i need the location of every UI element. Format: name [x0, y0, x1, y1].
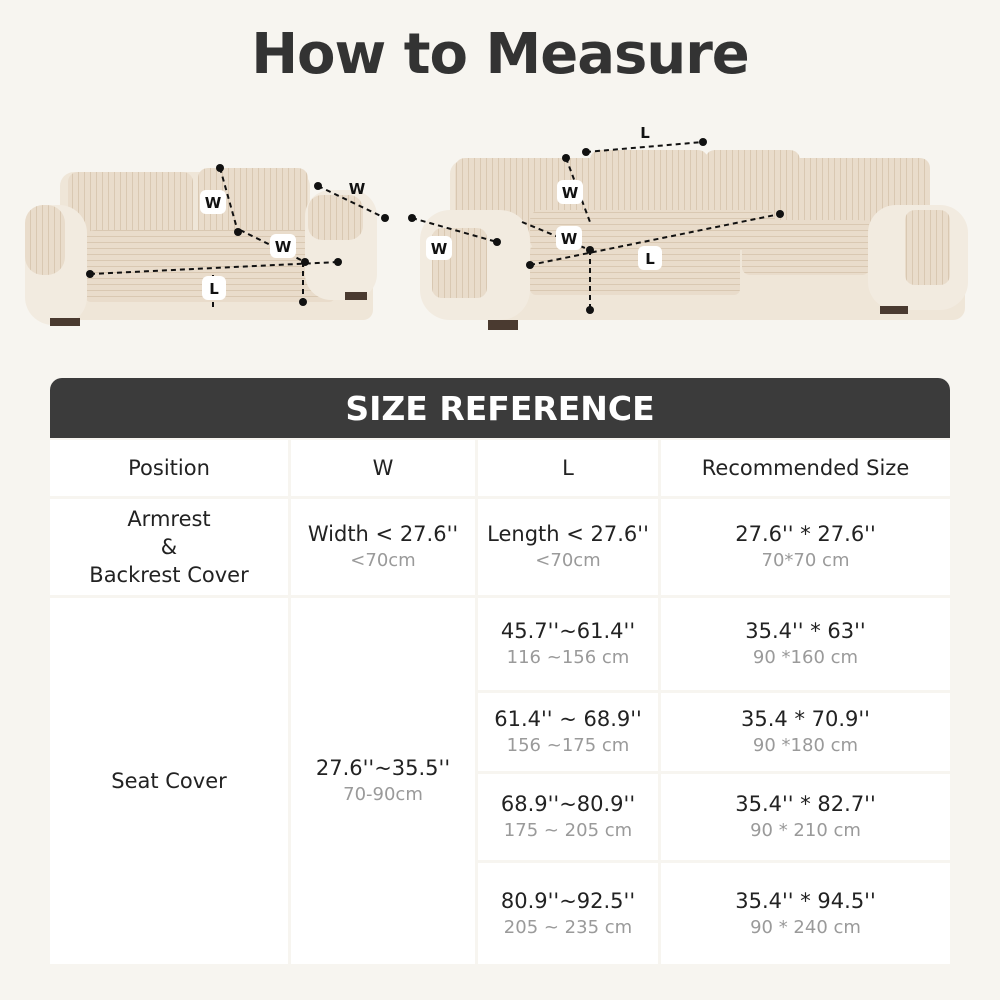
- table-title: SIZE REFERENCE: [50, 378, 950, 438]
- loveseat-drawing: [25, 164, 389, 326]
- armrest-w-cell: Width < 27.6'' <70cm: [291, 499, 475, 595]
- seat-row-3-size: 35.4'' * 82.7'' 90 * 210 cm: [661, 774, 950, 860]
- page-title: How to Measure: [251, 22, 749, 87]
- seat-row-4-size: 35.4'' * 94.5'' 90 * 240 cm: [661, 863, 950, 964]
- header-recommended-size: Recommended Size: [661, 440, 950, 496]
- sectional-seat-w-label: W: [560, 230, 578, 248]
- sectional-top-l-label: L: [640, 124, 650, 142]
- armrest-size-cell: 27.6'' * 27.6'' 70*70 cm: [661, 499, 950, 595]
- sofa-illustration: [0, 110, 1000, 350]
- header-position: Position: [50, 440, 288, 496]
- sectional-back-w-label: W: [561, 184, 579, 202]
- sectional-drawing: [408, 124, 968, 330]
- seat-row-2-l: 61.4'' ~ 68.9'' 156 ~175 cm: [478, 693, 658, 771]
- loveseat-seat-w-label: W: [274, 238, 292, 256]
- header-w: W: [291, 440, 475, 496]
- armrest-position-cell: Armrest & Backrest Cover: [50, 499, 288, 595]
- size-reference-table: [50, 378, 950, 964]
- seat-w-cell: 27.6''~35.5'' 70-90cm: [291, 598, 475, 964]
- sectional-seat-l-label: L: [645, 250, 655, 268]
- sectional-arm-w-label: W: [430, 240, 448, 258]
- loveseat-back-w-label: W: [204, 194, 222, 212]
- seat-position-cell: Seat Cover: [50, 598, 288, 964]
- seat-row-4-l: 80.9''~92.5'' 205 ~ 235 cm: [478, 863, 658, 964]
- seat-row-1-size: 35.4'' * 63'' 90 *160 cm: [661, 598, 950, 690]
- seat-row-1-l: 45.7''~61.4'' 116 ~156 cm: [478, 598, 658, 690]
- seat-row-2-size: 35.4 * 70.9'' 90 *180 cm: [661, 693, 950, 771]
- armrest-l-cell: Length < 27.6'' <70cm: [478, 499, 658, 595]
- loveseat-seat-l-label: L: [209, 280, 219, 298]
- header-l: L: [478, 440, 658, 496]
- loveseat-arm-w-label: W: [348, 180, 366, 198]
- seat-row-3-l: 68.9''~80.9'' 175 ~ 205 cm: [478, 774, 658, 860]
